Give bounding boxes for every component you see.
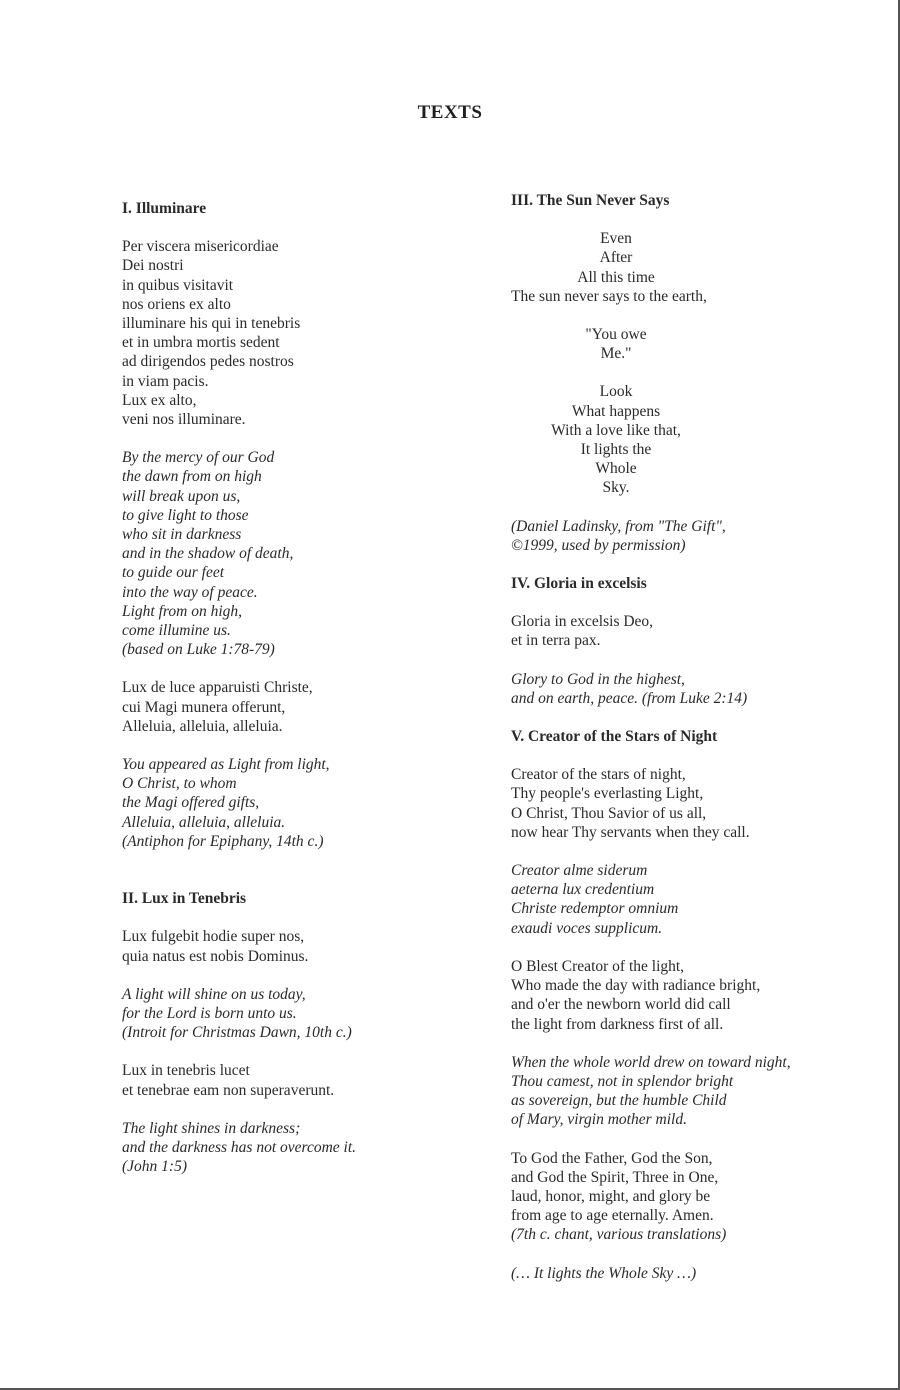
text-line: Creator alme siderum bbox=[511, 862, 648, 880]
text-line: Christe redemptor omnium bbox=[511, 900, 679, 918]
text-line: quia natus est nobis Dominus. bbox=[122, 947, 309, 965]
text-line: O Blest Creator of the light, bbox=[511, 957, 685, 975]
text-line: for the Lord is born unto us. bbox=[122, 1004, 297, 1022]
text-line: illuminare his qui in tenebris bbox=[122, 315, 301, 333]
stanza bbox=[122, 678, 482, 736]
text-line: O Christ, Thou Savior of us all, bbox=[511, 804, 707, 822]
poem-stanza bbox=[511, 382, 721, 497]
stanza bbox=[511, 612, 871, 650]
stanza bbox=[122, 927, 482, 965]
text-line: Whole bbox=[595, 460, 637, 478]
text-line: Alleluia, alleluia, alleluia. bbox=[122, 717, 283, 735]
text-line: (John 1:5) bbox=[122, 1158, 187, 1176]
text-line: You appeared as Light from light, bbox=[122, 756, 330, 774]
text-line: veni nos illuminare. bbox=[122, 411, 246, 429]
text-line: (Introit for Christmas Dawn, 10th c.) bbox=[122, 1024, 352, 1042]
stanza-translation bbox=[122, 448, 482, 659]
text-line: Lux de luce apparuisti Christe, bbox=[122, 679, 313, 697]
text-line: and on earth, peace. (from Luke 2:14) bbox=[511, 689, 748, 707]
text-line: ad dirigendos pedes nostros bbox=[122, 353, 294, 371]
text-line: "You owe bbox=[585, 326, 647, 344]
text-line: and o'er the newborn world did call bbox=[511, 996, 731, 1014]
section-heading: I. Illuminare bbox=[122, 200, 207, 217]
text-line: Thou camest, not in splendor bright bbox=[511, 1072, 734, 1090]
text-line: (Antiphon for Epiphany, 14th c.) bbox=[122, 832, 324, 850]
text-line: the dawn from on high bbox=[122, 468, 262, 486]
stanza-translation bbox=[511, 670, 871, 708]
stanza bbox=[122, 237, 482, 429]
section-heading: III. The Sun Never Says bbox=[511, 192, 670, 209]
text-line: et in terra pax. bbox=[511, 632, 601, 650]
text-line: After bbox=[599, 249, 633, 267]
section-heading: V. Creator of the Stars of Night bbox=[511, 728, 718, 746]
text-line: The light shines in darkness; bbox=[122, 1119, 301, 1137]
stanza bbox=[122, 1061, 482, 1099]
section-illuminare bbox=[122, 199, 482, 851]
stanza-credit: (7th c. chant, various translations) bbox=[511, 1226, 727, 1244]
text-line: now hear Thy servants when they call. bbox=[511, 823, 750, 841]
text-line: laud, honor, might, and glory be bbox=[511, 1187, 711, 1205]
text-line: of Mary, virgin mother mild. bbox=[511, 1111, 687, 1129]
right-column bbox=[511, 191, 871, 1302]
section-lux-in-tenebris bbox=[122, 889, 482, 1176]
text-line: Glory to God in the highest, bbox=[511, 670, 685, 688]
poem-line: The sun never says to the earth, bbox=[511, 287, 707, 305]
stanza-translation bbox=[511, 1053, 871, 1130]
text-line: Thy people's everlasting Light, bbox=[511, 785, 704, 803]
text-line: as sovereign, but the humble Child bbox=[511, 1092, 727, 1110]
poem-centered-lines bbox=[511, 229, 721, 287]
text-line: Gloria in excelsis Deo, bbox=[511, 613, 654, 631]
text-line: A light will shine on us today, bbox=[122, 985, 306, 1003]
text-line: What happens bbox=[571, 402, 661, 420]
closing-line: (… It lights the Whole Sky …) bbox=[511, 1264, 697, 1282]
stanza bbox=[511, 765, 871, 842]
text-line: (Daniel Ladinsky, from "The Gift", bbox=[511, 517, 726, 535]
text-line: Light from on high, bbox=[122, 602, 242, 620]
text-line: come illumine us. bbox=[122, 622, 231, 640]
stanza-translation bbox=[122, 755, 482, 851]
stanza-translation bbox=[511, 861, 871, 938]
text-line: Lux ex alto, bbox=[122, 391, 197, 409]
text-line: Sky. bbox=[602, 479, 630, 497]
text-line: Lux in tenebris lucet bbox=[122, 1062, 250, 1080]
section-gloria bbox=[511, 574, 871, 708]
text-line: O Christ, to whom bbox=[122, 775, 237, 793]
text-line: To God the Father, God the Son, bbox=[511, 1149, 713, 1167]
stanza bbox=[511, 957, 871, 1034]
section-sun-never-says bbox=[511, 191, 871, 555]
poem-stanza bbox=[511, 229, 871, 306]
spacer bbox=[122, 870, 482, 889]
text-line: et in umbra mortis sedent bbox=[122, 334, 280, 352]
text-line: will break upon us, bbox=[122, 487, 241, 505]
text-line: to guide our feet bbox=[122, 564, 225, 582]
stanza-translation bbox=[122, 985, 482, 1043]
stanza bbox=[511, 1149, 871, 1245]
text-line: Me." bbox=[600, 345, 632, 363]
text-line: By the mercy of our God bbox=[122, 449, 275, 467]
text-line: and God the Spirit, Three in One, bbox=[511, 1168, 719, 1186]
text-line: Look bbox=[599, 383, 633, 401]
left-column bbox=[122, 199, 482, 1195]
text-line: in viam pacis. bbox=[122, 372, 209, 390]
text-line: Lux fulgebit hodie super nos, bbox=[122, 928, 305, 946]
stanza-translation bbox=[122, 1119, 482, 1177]
text-line: and the darkness has not overcome it. bbox=[122, 1138, 357, 1156]
text-line: (based on Luke 1:78-79) bbox=[122, 641, 275, 659]
text-line: into the way of peace. bbox=[122, 583, 258, 601]
text-line: Per viscera misericordiae bbox=[122, 238, 279, 256]
text-line: aeterna lux credentium bbox=[511, 881, 655, 899]
text-line: Creator of the stars of night, bbox=[511, 766, 686, 784]
text-line: et tenebrae eam non superaverunt. bbox=[122, 1081, 335, 1099]
text-line: in quibus visitavit bbox=[122, 276, 234, 294]
section-heading: IV. Gloria in excelsis bbox=[511, 575, 647, 593]
text-line: the Magi offered gifts, bbox=[122, 794, 260, 812]
text-line: and in the shadow of death, bbox=[122, 545, 294, 563]
text-line: from age to age eternally. Amen. bbox=[511, 1207, 714, 1225]
section-heading: II. Lux in Tenebris bbox=[122, 890, 247, 908]
text-line: nos oriens ex alto bbox=[122, 295, 231, 313]
text-line: When the whole world drew on toward night, bbox=[511, 1053, 791, 1071]
text-line: It lights the bbox=[580, 441, 652, 459]
text-line: ©1999, used by permission) bbox=[511, 536, 686, 554]
section-creator-of-the-stars bbox=[511, 727, 871, 1283]
stanza-lines bbox=[511, 1149, 871, 1226]
poem-credit bbox=[511, 517, 871, 555]
text-line: Even bbox=[600, 230, 632, 248]
text-line: Dei nostri bbox=[122, 257, 184, 275]
text-line: exaudi voces supplicum. bbox=[511, 919, 663, 937]
text-line: the light from darkness first of all. bbox=[511, 1015, 724, 1033]
text-line: Alleluia, alleluia, alleluia. bbox=[122, 813, 286, 831]
text-line: All this time bbox=[577, 268, 655, 286]
text-line: who sit in darkness bbox=[122, 526, 242, 544]
text-line: cui Magi munera offerunt, bbox=[122, 698, 286, 716]
text-line: to give light to those bbox=[122, 506, 249, 524]
text-line: With a love like that, bbox=[551, 421, 681, 439]
page-title: TEXTS bbox=[417, 102, 483, 123]
text-line: Who made the day with radiance bright, bbox=[511, 977, 761, 995]
poem-stanza bbox=[511, 325, 721, 363]
